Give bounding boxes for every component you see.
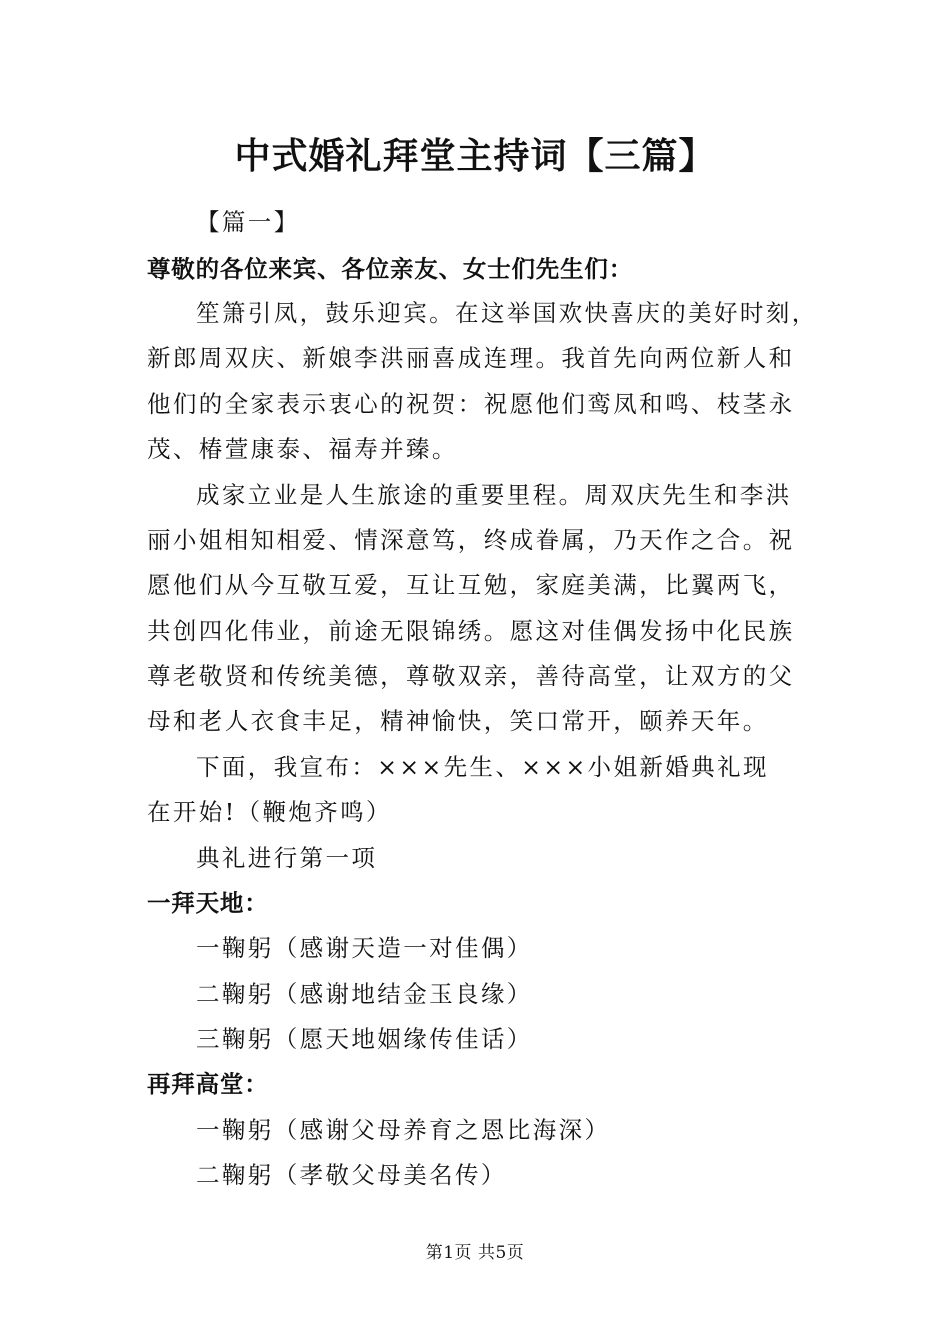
paragraph-line: 下面，我宣布：×××先生、×××小姐新婚典礼现 — [196, 753, 769, 781]
paragraph-line: 共创四化伟业，前途无限锦绣。愿这对佳偶发扬中化民族 — [147, 617, 795, 645]
salutation: 尊敬的各位来宾、各位亲友、女士们先生们： — [147, 255, 633, 283]
bow-item: 三鞠躬（愿天地姻缘传佳话） — [196, 1025, 533, 1053]
paragraph-line: 成家立业是人生旅途的重要里程。周双庆先生和李洪 — [196, 481, 792, 509]
paragraph-line: 尊老敬贤和传统美德，尊敬双亲，善待高堂，让双方的父 — [147, 662, 795, 690]
bow-item: 一鞠躬（感谢父母养育之恩比海深） — [196, 1116, 611, 1144]
paragraph-line: 愿他们从今互敬互爱，互让互勉，家庭美满，比翼两飞， — [147, 571, 795, 599]
heading-parents: 再拜高堂： — [147, 1070, 269, 1098]
bow-item: 二鞠躬（感谢地结金玉良缘） — [196, 980, 533, 1008]
page-indicator: 第1页 共5页 — [425, 1243, 525, 1263]
paragraph-line: 在开始!（鞭炮齐鸣） — [147, 798, 392, 826]
paragraph-line: 新郎周双庆、新娘李洪丽喜成连理。我首先向两位新人和 — [147, 344, 795, 372]
paragraph-line: 他们的全家表示衷心的祝贺：祝愿他们鸾凤和鸣、枝茎永 — [147, 390, 795, 418]
bow-item: 一鞠躬（感谢天造一对佳偶） — [196, 934, 533, 962]
section-label: 【篇一】 — [196, 208, 300, 236]
paragraph-line: 丽小姐相知相爱、情深意笃，终成眷属，乃天作之合。祝 — [147, 526, 795, 554]
paragraph-line: 母和老人衣食丰足，精神愉快，笑口常开，颐养天年。 — [147, 707, 769, 735]
heading-heaven-earth: 一拜天地： — [147, 889, 269, 917]
bow-item: 二鞠躬（孝敬父母美名传） — [196, 1161, 507, 1189]
paragraph-line: 笙箫引凤，鼓乐迎宾。在这举国欢快喜庆的美好时刻， — [196, 299, 818, 327]
document-title: 中式婚礼拜堂主持词【三篇】 — [234, 135, 716, 177]
paragraph-line: 茂、椿萱康泰、福寿并臻。 — [147, 435, 458, 463]
ceremony-item: 典礼进行第一项 — [196, 844, 378, 872]
